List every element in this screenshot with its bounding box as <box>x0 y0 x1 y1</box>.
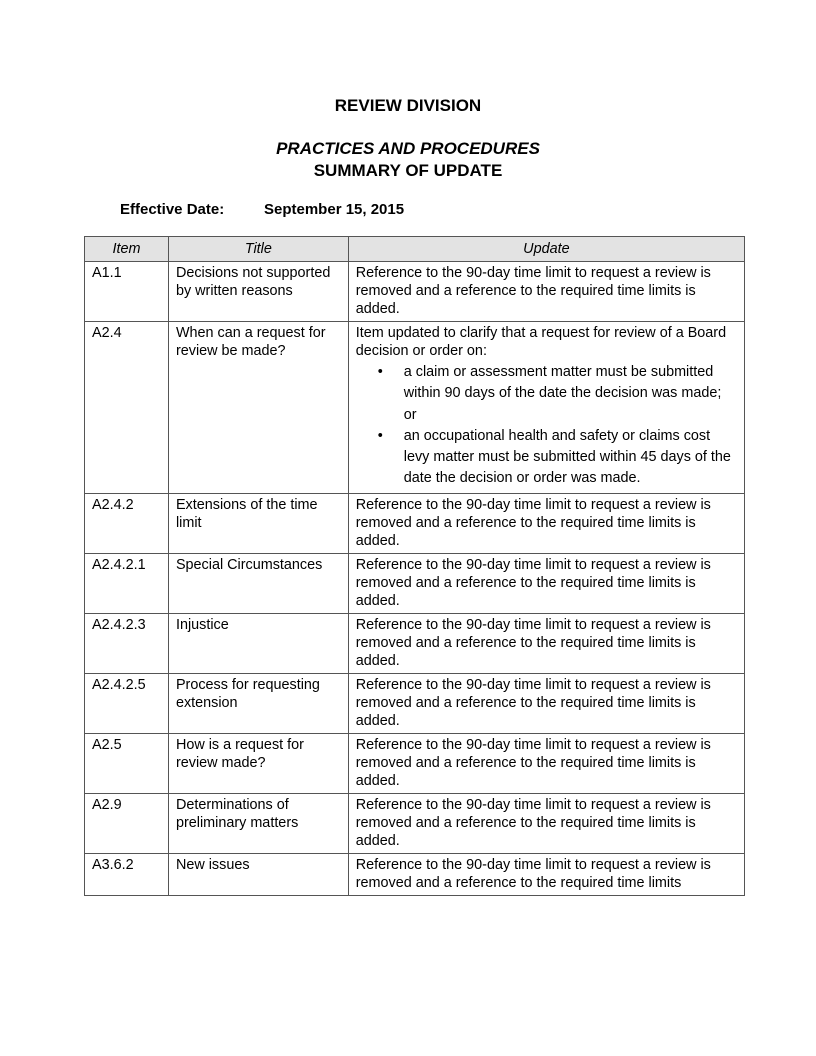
row-title: Process for requesting extension <box>168 673 348 733</box>
bullet-list <box>356 362 737 490</box>
row-update: Reference to the 90-day time limit to request a review is removed and a reference to the required time limits is added. <box>348 262 744 322</box>
row-title: Special Circumstances <box>168 553 348 613</box>
row-title: Decisions not supported by written reasons <box>168 262 348 322</box>
row-title: New issues <box>168 853 348 895</box>
table-row <box>85 673 745 733</box>
row-update: Reference to the 90-day time limit to request a review is removed and a reference to the required time limits is added. <box>348 673 744 733</box>
effective-date-value: September 15, 2015 <box>264 201 405 218</box>
row-item: A2.5 <box>85 733 169 793</box>
table-header-row <box>85 237 745 262</box>
table-row <box>85 322 745 494</box>
row-title: Determinations of preliminary matters <box>168 793 348 853</box>
table-row <box>85 493 745 553</box>
table-row <box>85 262 745 322</box>
row-update-text: Reference to the 90-day time limit to request a review is removed and a reference to the required time limits <box>355 856 711 891</box>
row-update <box>348 853 744 895</box>
document-title: SUMMARY OF UPDATE <box>313 161 503 180</box>
row-title: Extensions of the time limit <box>168 493 348 553</box>
bullet-item: • a claim or assessment matter must be submitted within 90 days of the date the decision was made; or <box>404 362 737 426</box>
row-item: A2.4.2.1 <box>85 553 169 613</box>
summary-table <box>84 236 745 896</box>
column-header-update: Update <box>348 237 744 262</box>
column-header-title: Title <box>168 237 348 262</box>
row-item: A2.4.2.3 <box>85 613 169 673</box>
column-header-item: Item <box>85 237 169 262</box>
bullet-item: • an occupational health and safety or claims cost levy matter must be submitted within 45 days of the date the decision or order was made. <box>404 426 737 490</box>
row-item: A3.6.2 <box>85 853 169 895</box>
row-item: A2.9 <box>85 793 169 853</box>
subtitle-heading: PRACTICES AND PROCEDURES <box>276 139 540 158</box>
row-title: When can a request for review be made? <box>168 322 348 494</box>
table-row <box>85 733 745 793</box>
row-update: Reference to the 90-day time limit to request a review is removed and a reference to the required time limits is added. <box>348 613 744 673</box>
row-title: Injustice <box>168 613 348 673</box>
row-update <box>348 322 744 494</box>
table-row <box>85 553 745 613</box>
effective-date-label: Effective Date: <box>120 201 225 218</box>
row-update: Reference to the 90-day time limit to request a review is removed and a reference to the required time limits is added. <box>348 493 744 553</box>
row-item: A2.4 <box>85 322 169 494</box>
table-row <box>85 853 745 895</box>
table-row <box>85 793 745 853</box>
row-update: Reference to the 90-day time limit to request a review is removed and a reference to the required time limits is added. <box>348 553 744 613</box>
row-update: Reference to the 90-day time limit to request a review is removed and a reference to the required time limits is added. <box>348 733 744 793</box>
row-title: How is a request for review made? <box>168 733 348 793</box>
row-item: A1.1 <box>85 262 169 322</box>
row-item: A2.4.2 <box>85 493 169 553</box>
row-update: Reference to the 90-day time limit to request a review is removed and a reference to the required time limits is added. <box>348 793 744 853</box>
table-row <box>85 613 745 673</box>
row-update-intro: Item updated to clarify that a request for review of a Board decision or order on: <box>355 325 727 359</box>
division-heading: REVIEW DIVISION <box>334 96 482 115</box>
row-item: A2.4.2.5 <box>85 673 169 733</box>
